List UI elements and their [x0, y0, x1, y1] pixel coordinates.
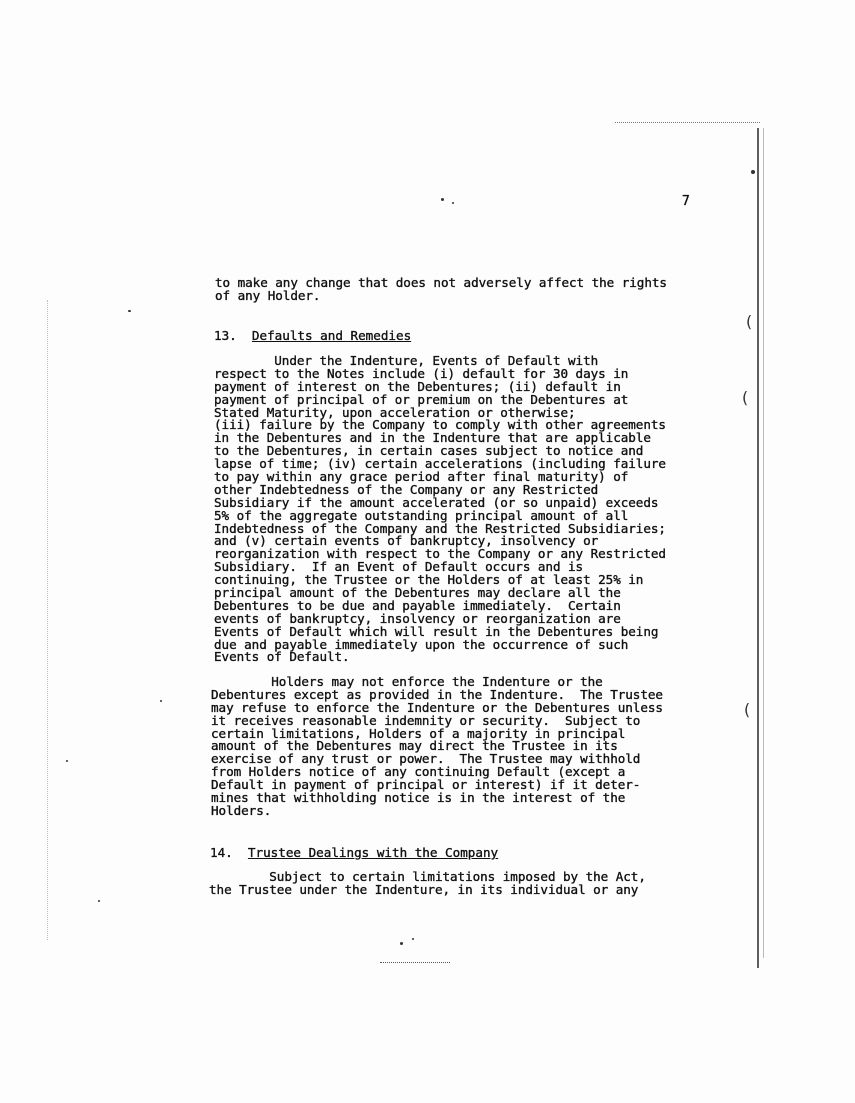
text-line: Holders may not enforce the Indenture or the	[211, 674, 603, 689]
section-13-paragraph-1	[214, 355, 666, 664]
text-line: Events of Default.	[214, 649, 350, 665]
section-13-heading	[214, 328, 411, 343]
scan-mark: (	[742, 700, 752, 719]
section-14-heading	[210, 845, 498, 860]
text-line: Events of Default which will result in the Debentures being	[214, 623, 659, 639]
text-line: Debentures except as provided in the Indenture. The Trustee	[211, 686, 663, 702]
section-number: 14.	[210, 845, 233, 860]
text-line: 5% of the aggregate outstanding principal amount of all	[214, 507, 629, 523]
text-line: Subsidiary if the amount accelerated (or so unpaid) exceeds	[214, 494, 659, 510]
text-line: Stated Maturity, upon acceleration or otherwise;	[214, 404, 576, 420]
intro-paragraph	[215, 277, 667, 303]
text-line: respect to the Notes include (i) default for 30 days in	[214, 365, 629, 381]
text-line: in the Debentures and in the Indenture that are applicable	[214, 430, 651, 446]
text-line: may refuse to enforce the Indenture or the Debentures unless	[211, 699, 663, 715]
scan-speck	[98, 900, 100, 902]
text-line: reorganization with respect to the Company or any Restricted	[214, 546, 666, 562]
text-line: exercise of any trust or power. The Trustee may withhold	[211, 751, 641, 767]
section-title: Defaults and Remedies	[251, 328, 412, 343]
scan-speck	[441, 198, 444, 201]
section-13-paragraph-2	[211, 676, 663, 818]
text-line: Holders.	[211, 802, 272, 818]
text-line: Subject to certain limitations imposed by the Act,	[209, 869, 646, 884]
scan-mark: (	[740, 388, 750, 407]
text-line: due and payable immediately upon the occurrence of such	[214, 636, 629, 652]
text-line: mines that withholding notice is in the interest of the	[211, 790, 626, 806]
scan-mark: (	[744, 312, 754, 331]
text-line: other Indebtedness of the Company or any Restricted	[214, 481, 599, 497]
text-line: events of bankruptcy, insolvency or reorganization are	[214, 610, 621, 626]
text-line: to pay within any grace period after final maturity) of	[214, 469, 629, 485]
section-title: Trustee Dealings with the Company	[247, 845, 499, 860]
text-line: payment of principal of or premium on the Debentures at	[214, 391, 629, 407]
scan-edge-right-inner	[763, 128, 764, 958]
text-line: payment of interest on the Debentures; (ii) default in	[214, 378, 621, 394]
text-line: Subsidiary. If an Event of Default occurs and is	[214, 559, 584, 575]
text-line: to make any change that does not adversely affect the rights	[215, 275, 667, 290]
section-14-paragraph-1	[209, 871, 646, 897]
text-line: lapse of time; (iv) certain accelerations (including failure	[214, 456, 666, 472]
text-line: it receives reasonable indemnity or security. Subject to	[211, 712, 641, 728]
scan-edge-top	[615, 122, 760, 124]
scan-edge-right	[757, 128, 759, 968]
text-line: the Trustee under the Indenture, in its individual or any	[209, 881, 639, 897]
scan-smudge-bottom	[380, 962, 450, 964]
scan-speck	[452, 202, 454, 204]
text-line: amount of the Debentures may direct the Trustee in its	[211, 738, 618, 754]
scan-speck	[412, 938, 414, 940]
text-line: certain limitations, Holders of a majority in principal	[211, 725, 626, 741]
text-line: of any Holder.	[215, 287, 321, 303]
text-line: principal amount of the Debentures may declare all the	[214, 585, 621, 601]
text-line: continuing, the Trustee or the Holders of at least 25% in	[214, 572, 644, 588]
scan-speck	[400, 942, 403, 945]
text-line: and (v) certain events of bankruptcy, insolvency or	[214, 533, 599, 549]
text-line: to the Debentures, in certain cases subject to notice and	[214, 443, 644, 459]
section-number: 13.	[214, 328, 237, 343]
page-number: 7	[682, 194, 690, 209]
scan-speck	[751, 170, 755, 174]
text-line: Debentures to be due and payable immediately. Certain	[214, 597, 621, 613]
scan-speck	[128, 310, 131, 312]
text-line: (iii) failure by the Company to comply with other agreements	[214, 417, 666, 433]
text-line: from Holders notice of any continuing Default (except a	[211, 764, 626, 780]
scan-edge-left	[47, 300, 49, 940]
text-line: Indebtedness of the Company and the Restricted Subsidiaries;	[214, 520, 666, 536]
scan-speck	[160, 700, 162, 702]
text-line: Default in payment of principal or interest) if it deter-	[211, 777, 641, 793]
scan-speck	[66, 760, 68, 762]
text-line: Under the Indenture, Events of Default with	[214, 353, 599, 368]
